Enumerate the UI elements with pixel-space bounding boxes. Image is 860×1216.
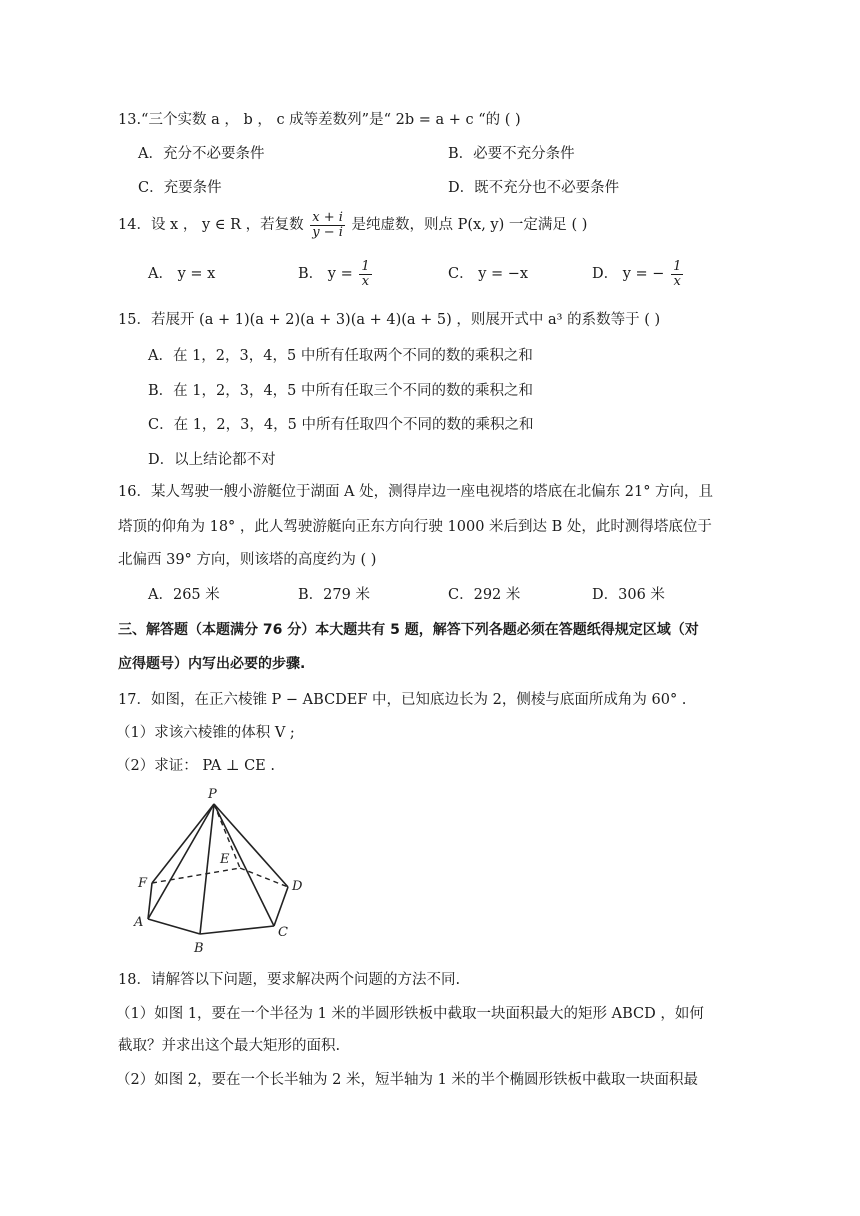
edge-AB (148, 919, 200, 934)
label-D: D (292, 879, 303, 894)
q15-option-b: B．在 1，2，3，4，5 中所有任取三个不同的数的乘积之和 (148, 383, 533, 399)
label-A: A (134, 915, 144, 930)
edge-CD (274, 887, 288, 926)
q14-option-d (592, 256, 685, 292)
q14-option-b-denominator: x (359, 274, 371, 289)
q16-line-3: 北偏西 39° 方向，则该塔的高度约为 ( ) (118, 552, 377, 568)
label-C: C (278, 925, 288, 940)
q17-stem: 17．如图，在正六棱锥 P − ABCDEF 中，已知底边长为 2，侧棱与底面所成角为 60° . (118, 692, 687, 708)
q14-option-c: C． y = −x (448, 266, 529, 282)
hexagonal-pyramid-figure (128, 784, 318, 954)
q13-option-a: A．充分不必要条件 (138, 146, 265, 162)
q14-option-d-denominator: x (671, 274, 683, 289)
q18-part-1-line-1: （1）如图 1，要在一个半径为 1 米的半圆形铁板中截取一块面积最大的矩形 ABCD ，如何 (116, 1006, 704, 1022)
q14-fraction-numerator: x + i (312, 209, 343, 225)
q18-part-1-line-2: 截取？并求出这个最大矩形的面积. (118, 1038, 341, 1054)
label-B: B (194, 941, 204, 954)
q16-option-c: C．292 米 (448, 587, 521, 603)
edge-PD (214, 804, 288, 887)
q13-option-d: D．既不充分也不必要条件 (448, 180, 620, 196)
section-3-heading-line-1: 三、解答题（本题满分 76 分）本大题共有 5 题，解答下列各题必须在答题纸得规定区域（对 (118, 622, 699, 638)
edge-BC (200, 926, 274, 934)
q13-option-b: B．必要不充分条件 (448, 146, 575, 162)
section-3-heading-line-2: 应得题号）内写出必要的步骤. (118, 656, 306, 672)
q18-part-2-line-1: （2）如图 2，要在一个长半轴为 2 米，短半轴为 1 米的半个椭圆形铁板中截取一块面积最 (116, 1072, 698, 1088)
q17-part-1: （1）求该六棱锥的体积 V ; (116, 725, 295, 741)
q15-stem: 15．若展开 (a + 1)(a + 2)(a + 3)(a + 4)(a + 5) ，则展开式中 a³ 的系数等于 ( ) (118, 312, 661, 328)
q16-line-2: 塔顶的仰角为 18° ，此人驾驶游艇向正东方向行驶 1000 米后到达 B 处，此时测得塔底位于 (118, 519, 712, 535)
q14-fraction-denominator: y − i (312, 224, 343, 240)
q14-option-d-pre: D． y = − (592, 266, 665, 282)
q15-option-c: C．在 1，2，3，4，5 中所有任取四个不同的数的乘积之和 (148, 417, 534, 433)
q14-option-d-numerator: 1 (673, 258, 682, 274)
q17-part-2: （2）求证： PA ⊥ CE . (116, 758, 275, 774)
q16-line-1: 16．某人驾驶一艘小游艇位于湖面 A 处，测得岸边一座电视塔的塔底在北偏东 21° 方向，且 (118, 484, 714, 500)
q14-option-d-fraction (671, 260, 683, 289)
q14-stem-pre: 14．设 x ， y ∈ R ，若复数 (118, 217, 304, 233)
q14-stem (118, 208, 587, 242)
q14-option-b (298, 256, 374, 292)
q16-option-b: B．279 米 (298, 587, 370, 603)
edge-FE-hidden (152, 868, 240, 883)
q13-stem: 13.“三个实数 a ， b ， c 成等差数列”是“ 2b = a + c “的 ( ) (118, 112, 521, 128)
q14-option-b-pre: B． y = (298, 266, 353, 282)
q13-option-c: C．充要条件 (138, 180, 222, 196)
q14-option-b-numerator: 1 (361, 258, 370, 274)
pyramid-diagram (128, 784, 318, 954)
q14-stem-post: 是纯虚数，则点 P(x, y) 一定满足 ( ) (351, 217, 588, 233)
label-P: P (208, 787, 217, 802)
q16-option-a: A．265 米 (148, 587, 220, 603)
edge-PF (152, 804, 214, 883)
q16-option-d: D．306 米 (592, 587, 665, 603)
q15-option-a: A．在 1，2，3，4，5 中所有任取两个不同的数的乘积之和 (148, 348, 533, 364)
q15-option-d: D．以上结论都不对 (148, 452, 276, 468)
q14-option-a: A． y = x (148, 266, 216, 282)
q14-option-b-fraction (359, 260, 371, 289)
q18-stem: 18．请解答以下问题，要求解决两个问题的方法不同. (118, 972, 461, 988)
q14-fraction (310, 211, 345, 240)
label-E: E (220, 852, 230, 867)
label-F: F (138, 876, 148, 891)
